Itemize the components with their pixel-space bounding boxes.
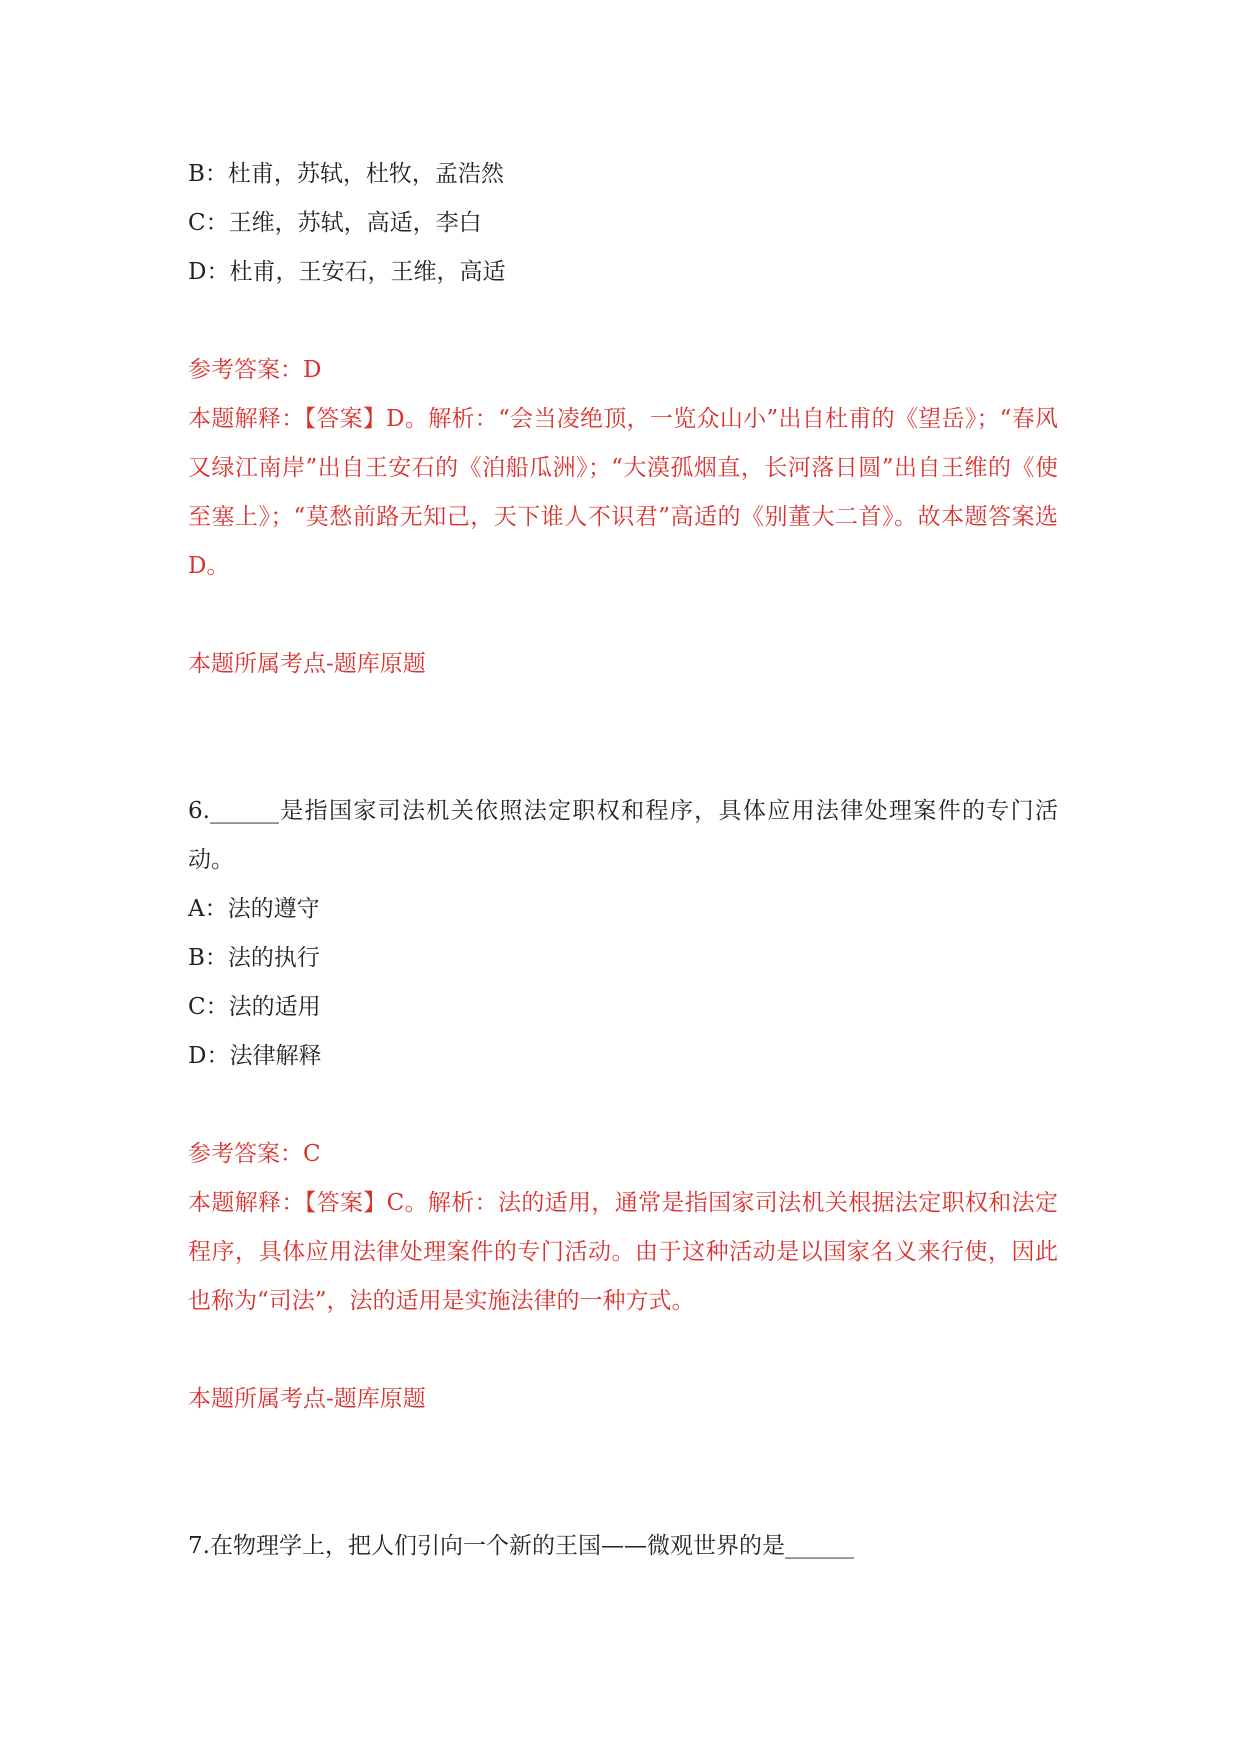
topic-label: 本题所属考点-题库原题: [188, 1386, 426, 1412]
question-text: 7.在物理学上，把人们引向一个新的王国——微观世界的是______: [188, 1533, 854, 1559]
option-d: D：杜甫，王安石，王维，高适: [188, 259, 506, 285]
question-6: [188, 787, 1058, 1081]
question-5-topic: [188, 640, 1058, 689]
question-5-options: [188, 150, 1058, 297]
answer-explanation: 本题解释：【答案】D。解析：“会当凌绝顶，一览众山小”出自杜甫的《望岳》；“春风又绿江南岸”出自王安石的《泊船瓜洲》；“大漠孤烟直，长河落日圆”出自王维的《使至塞上》；“莫愁前路无知己，天下谁人不识君”高适的《别董大二首》。故本题答案选D。: [188, 406, 1058, 579]
reference-answer: 参考答案：D: [188, 357, 322, 383]
page-content: [188, 150, 1058, 1571]
question-6-topic: [188, 1375, 1058, 1424]
option-d: D：法律解释: [188, 1043, 322, 1069]
option-a: A：法的遵守: [188, 896, 320, 922]
option-c: C：王维，苏轼，高适，李白: [188, 210, 482, 236]
question-5-answer-block: [188, 346, 1058, 591]
answer-explanation: 本题解释：【答案】C。解析：法的适用，通常是指国家司法机关根据法定职权和法定程序，具体应用法律处理案件的专门活动。由于这种活动是以国家名义来行使，因此也称为“司法”，法的适用是实施法律的一种方式。: [188, 1190, 1058, 1314]
option-b: B：杜甫，苏轼，杜牧，孟浩然: [188, 161, 504, 187]
topic-label: 本题所属考点-题库原题: [188, 651, 426, 677]
option-c: C：法的适用: [188, 994, 321, 1020]
question-text: 6.______是指国家司法机关依照法定职权和程序，具体应用法律处理案件的专门活动。: [188, 798, 1058, 873]
option-b: B：法的执行: [188, 945, 320, 971]
reference-answer: 参考答案：C: [188, 1141, 321, 1167]
question-6-answer-block: [188, 1130, 1058, 1326]
question-7: [188, 1522, 1058, 1571]
